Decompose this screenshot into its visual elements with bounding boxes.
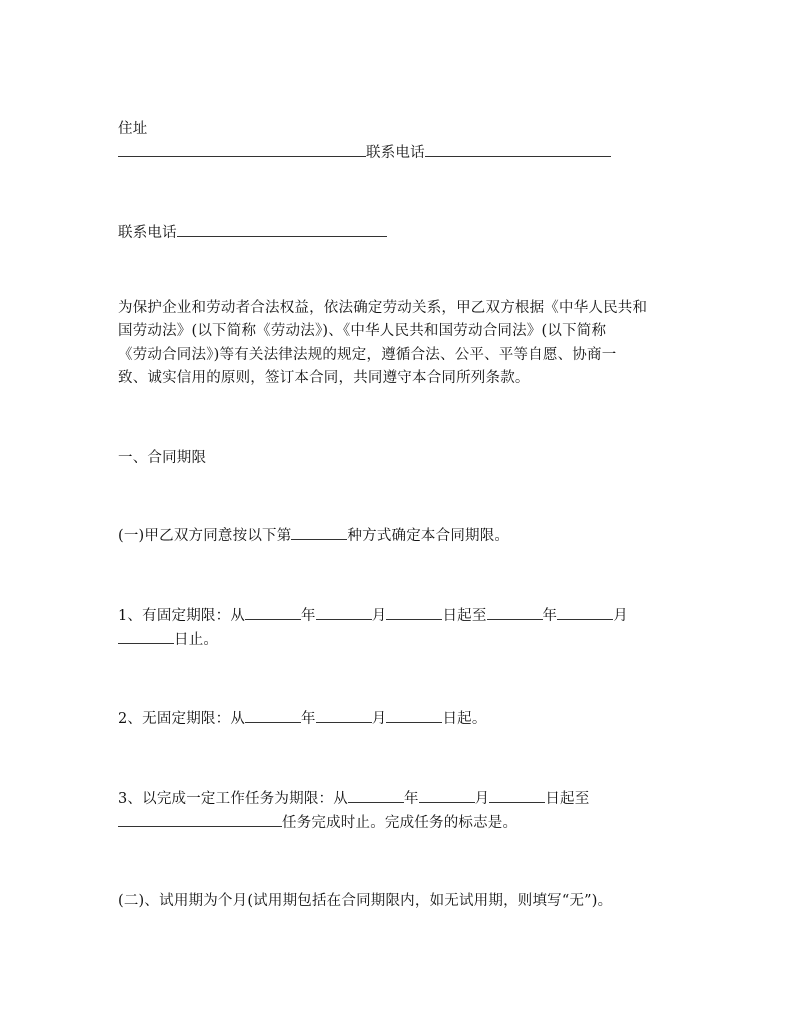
option-2-year-blank[interactable] xyxy=(245,707,301,723)
option-3-year-label: 年 xyxy=(403,791,419,807)
option-1-start-month-blank[interactable] xyxy=(316,604,372,620)
section-heading: 一、合同期限 xyxy=(118,450,207,466)
option-1-year2-label: 年 xyxy=(542,608,558,624)
option-3-end-label: 任务完成时止。完成任务的标志是。 xyxy=(282,815,518,831)
option-1-start-day-blank[interactable] xyxy=(386,604,442,620)
option-3-line-2 xyxy=(118,811,517,834)
option-3-prefix: 3、以完成一定工作任务为期限：从 xyxy=(118,791,348,807)
option-2-prefix: 2、无固定期限：从 xyxy=(118,711,246,727)
preamble-line-1: 为保护企业和劳动者合法权益，依法确定劳动关系，甲乙双方根据《中华人民共和 xyxy=(118,300,648,316)
option-1-end-label: 日止。 xyxy=(174,632,219,648)
option-1-line-1 xyxy=(118,604,628,627)
option-1-month2-label: 月 xyxy=(613,608,628,624)
clause-1-line xyxy=(118,524,509,547)
method-number-blank[interactable] xyxy=(291,524,347,540)
option-2-end-label: 日起。 xyxy=(442,711,487,727)
phone-blank-2[interactable] xyxy=(177,221,387,237)
option-3-day-blank[interactable] xyxy=(489,787,545,803)
preamble-line-4: 致、诚实信用的原则，签订本合同，共同遵守本合同所列条款。 xyxy=(118,370,530,386)
option-3-month-blank[interactable] xyxy=(419,787,475,803)
clause-2-line: (二)、试用期为个月(试用期包括在合同期限内，如无试用期，则填写“无”)。 xyxy=(118,893,613,909)
address-label-line xyxy=(118,118,147,140)
preamble-line-3: 《劳动合同法》)等有关法律法规的规定，遵循合法、公平、平等自愿、协商一 xyxy=(118,347,617,363)
clause-1-prefix: (一)甲乙双方同意按以下第 xyxy=(118,528,292,544)
option-1-line-2 xyxy=(118,628,218,651)
option-2-month-blank[interactable] xyxy=(316,707,372,723)
option-1-start-year-blank[interactable] xyxy=(245,604,301,620)
option-2-month-label: 月 xyxy=(371,711,387,727)
option-3-task-blank[interactable] xyxy=(118,811,282,827)
option-1-end-day-blank[interactable] xyxy=(118,628,174,644)
option-1-year-label: 年 xyxy=(301,608,316,624)
option-2-day-blank[interactable] xyxy=(386,707,442,723)
option-1-prefix: 1、有固定期限：从 xyxy=(118,608,246,624)
address-label: 住址 xyxy=(118,121,148,137)
option-3-day-to-label: 日起至 xyxy=(545,791,590,807)
option-3-year-blank[interactable] xyxy=(348,787,404,803)
option-2-year-label: 年 xyxy=(301,711,316,727)
phone-blank-1[interactable] xyxy=(425,141,611,157)
option-1-month-label: 月 xyxy=(371,608,387,624)
phone-label-2: 联系电话 xyxy=(118,225,177,241)
address-blank[interactable] xyxy=(118,141,366,157)
option-1-end-month-blank[interactable] xyxy=(557,604,613,620)
option-1-day-to-label: 日起至 xyxy=(442,608,487,624)
clause-1-suffix: 种方式确定本合同期限。 xyxy=(347,528,510,544)
option-1-end-year-blank[interactable] xyxy=(487,604,543,620)
option-2-line xyxy=(118,707,487,730)
address-fill-line xyxy=(118,141,611,164)
option-3-month-label: 月 xyxy=(474,791,490,807)
preamble-line-2: 国劳动法》(以下简称《劳动法》)、《中华人民共和国劳动合同法》(以下简称 xyxy=(118,323,607,339)
phone-line xyxy=(118,221,387,244)
option-3-line-1 xyxy=(118,787,589,810)
phone-label-1: 联系电话 xyxy=(366,145,425,161)
